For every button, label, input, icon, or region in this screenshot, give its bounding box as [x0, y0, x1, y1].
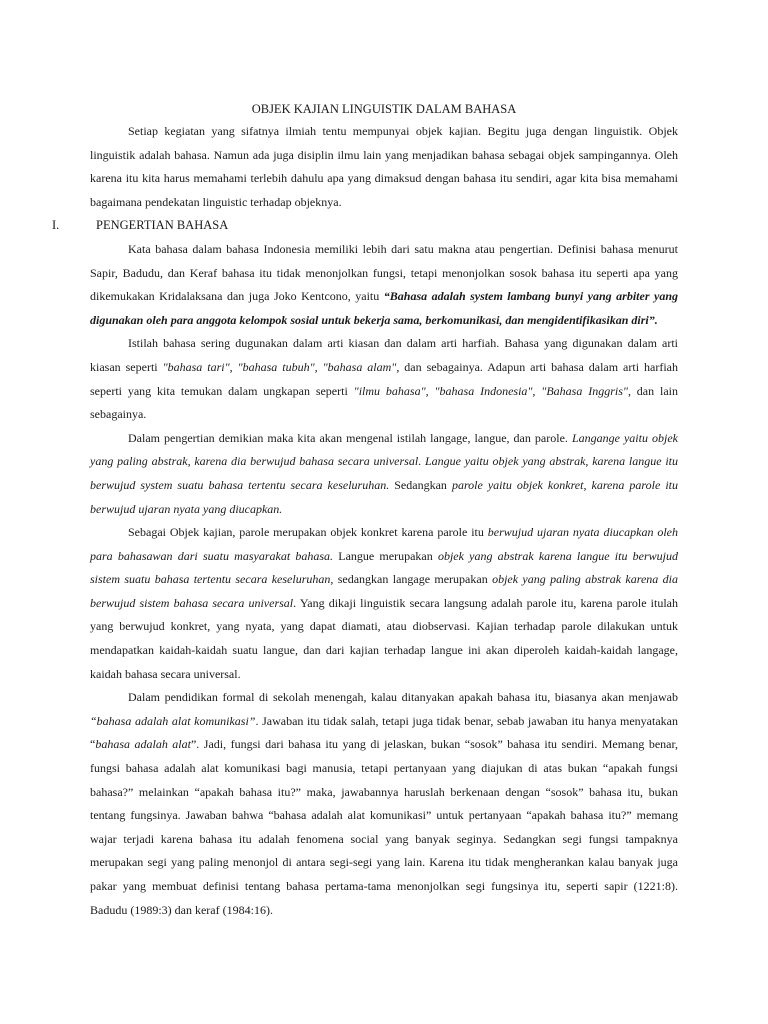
- paragraph-parole-g: . Yang dikaji linguistik secara langsung adalah parole itu, karena parole itulah yang berwujud konkret, yang nyata, yang dapat diamati, atau diobservasi. Kajian terhadap parole dilakukan untuk mendapatkan kaidah-kaidah suatu langue, dan dari kajian terhadap langue ini akan diperoleh kaidah-kaidah langage, kaidah bahasa secara universal.: [90, 595, 679, 681]
- paragraph-parole-c: Langue merupakan: [333, 548, 438, 563]
- paragraph-parole-a: Sebagai Objek kajian, parole merupakan objek konkret karena parole itu: [128, 525, 488, 540]
- paragraph-function-b: “bahasa adalah alat komunikasi”: [90, 713, 256, 728]
- paragraph-function-d: bahasa adalah alat: [95, 737, 191, 752]
- paragraph-parole-b: berwujud ujaran nyata diucapkan oleh para bahasawan dari suatu masyarakat bahasa.: [90, 525, 678, 563]
- section-title: PENGERTIAN BAHASA: [96, 218, 229, 233]
- paragraph-function-c: . Jawaban itu tidak salah, tetapi juga tidak benar, sebab jawaban itu hanya menyatakan “: [90, 713, 678, 752]
- paragraph-definition-text: Kata bahasa dalam bahasa Indonesia memiliki lebih dari satu makna atau pengertian. Definisi bahasa menurut Sapir, Badudu, dan Keraf bahasa itu tidak menonjolkan fungsi, tetapi menonjolkan sosok bahasa itu seperti apa yang dikemukakan Kridalaksana dan juga Joko Kentcono, yaitu: [90, 241, 678, 304]
- paragraph-definition: [90, 238, 678, 332]
- paragraph-langage-d: Langue yaitu objek yang abstrak, karena langue itu berwujud system suatu bahasa tertentu secara keseluruhan.: [90, 454, 678, 492]
- paragraph-langage-e: Sedangkan: [389, 477, 452, 492]
- paragraph-parole-e: sedangkan langage merupakan: [333, 572, 493, 587]
- paragraph-langage: [90, 427, 678, 521]
- paragraph-parole: [90, 521, 678, 686]
- paragraph-langage-c: .: [418, 454, 425, 469]
- definition-quote: “Bahasa adalah system lambang bunyi yang arbiter yang digunakan oleh para anggota kelompok sosial untuk bekerja sama, berkomunikasi, dan mengidentifikasikan diri”.: [90, 289, 678, 327]
- paragraph-function-e: ”. Jadi, fungsi dari bahasa itu yang di jelaskan, bukan “sosok” bahasa itu sendiri. Memang benar, fungsi bahasa adalah alat komunikasi bagi manusia, tetapi pertanyaan yang diajukan di atas bukan “apakah fungsi bahasa?” melainkan “apakah bahasa itu?” maka, jawabannya haruslah berkenaan dengan “sosok” bahasa itu, bukan tentang fungsinya. Jawaban bahwa “bahasa adalah alat komunikasi” untuk pertanyaan “apakah bahasa itu?” memang wajar terjadi karena bahasa itu adalah fenomena social yang banyak seginya. Sedangkan segi fungsi tampaknya merupakan segi yang paling menonjol di antara segi-segi yang lain. Karena itu tidak mengherankan kalau banyak juga pakar yang membuat definisi tentang bahasa pertama-tama menonjolkan segi fungsinya itu, seperti sapir (1221:8). Badudu (1989:3) dan keraf (1984:16).: [90, 737, 679, 917]
- paragraph-meaning-b: "bahasa tari", "bahasa tubuh", "bahasa alam": [162, 359, 397, 374]
- intro-paragraph: Setiap kegiatan yang sifatnya ilmiah tentu mempunyai objek kajian. Begitu juga dengan linguistik. Objek linguistik adalah bahasa. Namun ada juga disiplin ilmu lain yang menjadikan bahasa sebagai objek sampingannya. Oleh karena itu kita harus memahami terlebih dahulu apa yang dimaksud dengan bahasa itu sendiri, agar kita bisa memahami bagaimana pendekatan linguistic terhadap objeknya.: [90, 124, 678, 209]
- section-number: I.: [52, 218, 60, 233]
- paragraph-meaning-a: Istilah bahasa sering dugunakan dalam arti kiasan dan dalam arti harfiah. Bahasa yang digunakan dalam arti kiasan seperti: [90, 336, 678, 374]
- section-heading: [52, 214, 678, 238]
- paragraph-meaning-c: , dan sebagainya. Adapun arti bahasa dalam arti harfiah seperti yang kita temukan dalam ungkapan seperti: [90, 359, 678, 398]
- document-title: OBJEK KAJIAN LINGUISTIK DALAM BAHASA: [251, 102, 517, 116]
- paragraph-function: [90, 686, 678, 922]
- paragraph-langage-a: Dalam pengertian demikian maka kita akan mengenal istilah langage, langue, dan parole.: [128, 430, 572, 445]
- paragraph-meaning-e: , dan lain sebagainya.: [90, 383, 678, 422]
- paragraph-meaning: [90, 332, 678, 426]
- paragraph-meaning-d: "ilmu bahasa", "bahasa Indonesia", "Bahasa Inggris": [353, 383, 628, 398]
- paragraph-function-a: Dalam pendidikan formal di sekolah menengah, kalau ditanyakan apakah bahasa itu, biasanya akan menjawab: [128, 690, 678, 705]
- paragraph-langage-f: parole yaitu objek konkret, karena parole itu berwujud ujaran nyata yang diucapkan.: [90, 477, 678, 516]
- paragraph-langage-b: Langange yaitu objek yang paling abstrak, karena dia berwujud bahasa secara universal: [90, 430, 678, 469]
- section-body: [90, 238, 678, 922]
- paragraph-parole-f: objek yang paling abstrak karena dia berwujud sistem bahasa secara universal: [90, 572, 678, 610]
- paragraph-parole-d: objek yang abstrak karena langue itu berwujud sistem suatu bahasa tertentu secara keseluruhan,: [90, 548, 679, 587]
